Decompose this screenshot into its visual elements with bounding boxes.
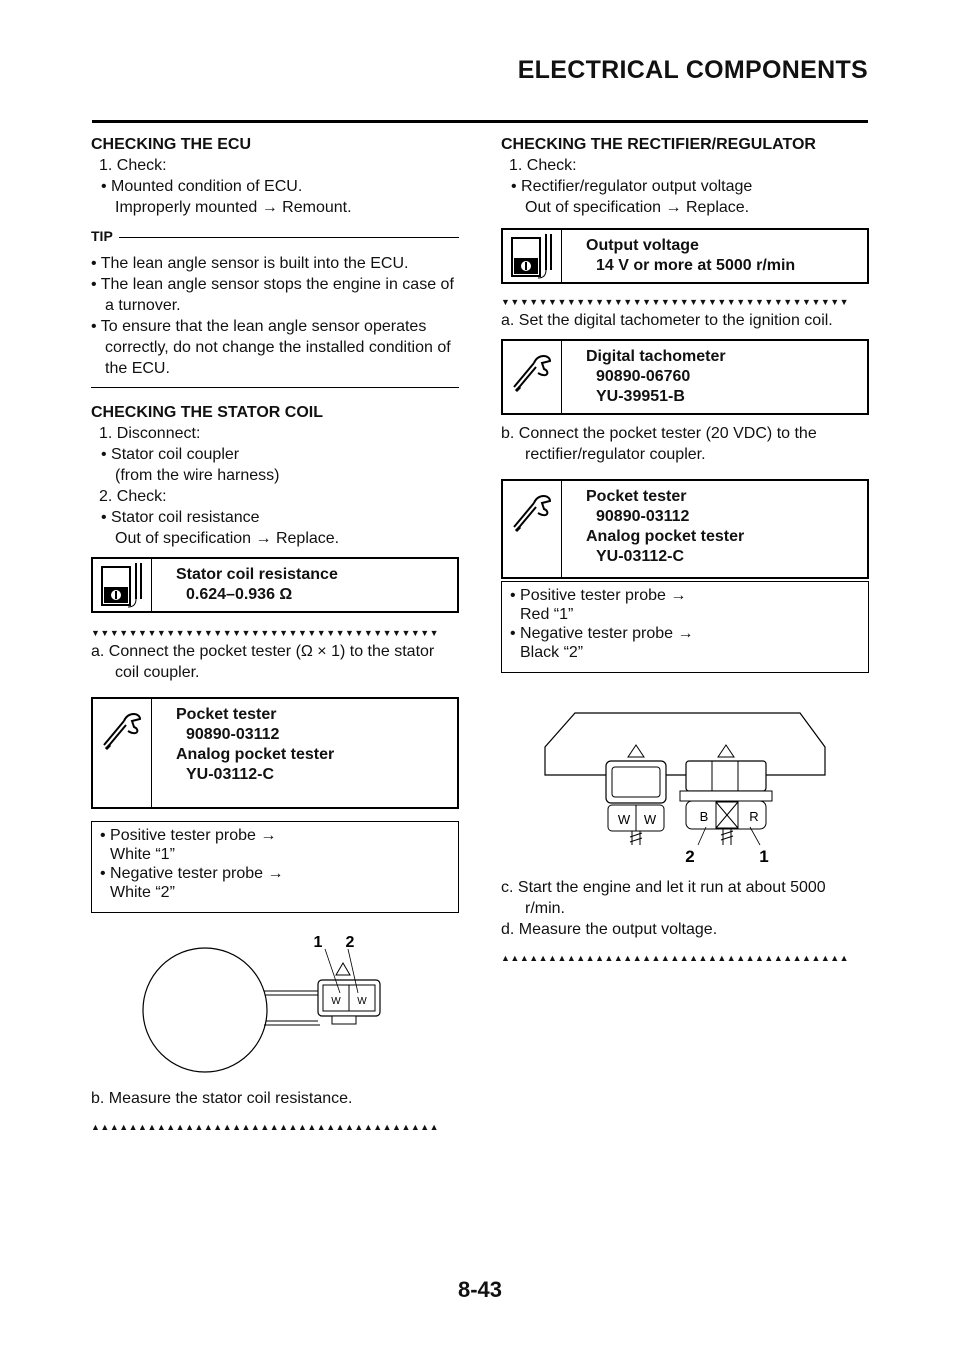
page-number: 8-43 — [457, 1277, 503, 1302]
probe-positive: • Positive tester probe → — [100, 827, 277, 844]
callout-1: 1 — [313, 934, 323, 951]
callout-2: 2 — [685, 847, 695, 866]
stator-step-b: b. Measure the stator coil resistance. — [91, 1090, 353, 1107]
end-marker: ▲▲▲▲▲▲▲▲▲▲▲▲▲▲▲▲▲▲▲▲▲▲▲▲▲▲▲▲▲▲▲▲▲▲▲▲▲ — [91, 1122, 440, 1132]
tool-name: Pocket tester — [586, 488, 687, 505]
probe-positive: • Positive tester probe → — [510, 587, 687, 604]
probe-positive-color: Red “1” — [520, 606, 574, 623]
spec-value: 14 V or more at 5000 r/min — [596, 257, 796, 274]
stator-step1-sub: (from the wire harness) — [115, 467, 280, 484]
probe-positive-color: White “1” — [110, 846, 175, 863]
wrench-tool-icon — [503, 341, 562, 413]
rect-action: Out of specification → Replace. — [525, 199, 750, 216]
right-column — [501, 132, 869, 673]
rect-step-d: d. Measure the output voltage. — [501, 921, 718, 938]
stator-step2-action: Out of specification → Replace. — [115, 530, 340, 547]
rect-heading: CHECKING THE RECTIFIER/REGULATOR — [501, 136, 816, 153]
rect-bullet: • Rectifier/regulator output voltage — [511, 178, 753, 195]
probe-note-stator — [91, 821, 459, 913]
tip-item: • The lean angle sensor stops the engine in case of a turnover. — [91, 276, 454, 314]
rect-step1: 1. Check: — [509, 157, 577, 174]
tool-name: Pocket tester — [176, 706, 277, 723]
wire-color-2: W — [357, 996, 367, 1007]
tool-name: Analog pocket tester — [586, 528, 745, 545]
wrench-tool-icon — [93, 699, 152, 807]
probe-negative-color: Black “2” — [520, 644, 584, 661]
left-column — [91, 132, 459, 913]
tool-name: Analog pocket tester — [176, 746, 335, 763]
rect-steps-cd — [501, 877, 869, 964]
start-marker: ▼▼▼▼▼▼▼▼▼▼▼▼▼▼▼▼▼▼▼▼▼▼▼▼▼▼▼▼▼▼▼▼▼▼▼▼▼ — [501, 297, 850, 307]
ecu-action: Improperly mounted → Remount. — [115, 199, 352, 216]
stator-step1-bullet: • Stator coil coupler — [101, 446, 240, 463]
multimeter-icon — [93, 559, 152, 611]
stator-step-a: a. Connect the pocket tester (Ω × 1) to the stator coil coupler. — [91, 643, 435, 681]
rect-step-b: b. Connect the pocket tester (20 VDC) to the rectifier/regulator coupler. — [501, 425, 817, 463]
spec-title: Output voltage — [586, 237, 699, 254]
ecu-bullet: • Mounted condition of ECU. — [101, 178, 303, 195]
callout-1: 1 — [759, 847, 769, 866]
wire-color-w2: W — [643, 812, 657, 827]
tip-item: • To ensure that the lean angle sensor operates correctly, do not change the installed condition of the ECU. — [91, 318, 451, 377]
probe-note-rect — [501, 581, 869, 673]
tool-number: 90890-03112 — [596, 508, 690, 525]
spec-box-stator — [91, 557, 459, 613]
tip-item: • The lean angle sensor is built into the ECU. — [91, 255, 409, 272]
tip-box — [91, 226, 459, 388]
stator-step-b-wrap — [91, 1088, 459, 1133]
rect-step-a: a. Set the digital tachometer to the ignition coil. — [501, 312, 833, 329]
tool-number: YU-03112-C — [186, 766, 275, 783]
spec-title: Stator coil resistance — [176, 566, 338, 583]
tip-label: TIP — [91, 228, 113, 244]
wire-color-b: B — [699, 809, 709, 824]
callout-2: 2 — [345, 934, 355, 951]
wire-color-w1: W — [617, 812, 631, 827]
end-marker: ▲▲▲▲▲▲▲▲▲▲▲▲▲▲▲▲▲▲▲▲▲▲▲▲▲▲▲▲▲▲▲▲▲▲▲▲▲ — [501, 953, 850, 963]
multimeter-icon — [503, 230, 562, 282]
tool-number: 90890-03112 — [186, 726, 280, 743]
tool-box-tachometer — [501, 339, 869, 415]
stator-step1: 1. Disconnect: — [99, 425, 201, 442]
probe-negative: • Negative tester probe → — [510, 625, 694, 642]
wrench-tool-icon — [503, 481, 562, 577]
tool-box-stator — [91, 697, 459, 809]
tool-box-rect — [501, 479, 869, 579]
tool-number: YU-03112-C — [596, 548, 685, 565]
probe-negative: • Negative tester probe → — [100, 865, 284, 882]
spec-box-output — [501, 228, 869, 284]
stator-step2-bullet: • Stator coil resistance — [101, 509, 260, 526]
spec-value: 0.624–0.936 Ω — [186, 586, 293, 603]
rectifier-coupler-diagram — [540, 705, 830, 870]
ecu-step1: 1. Check: — [99, 157, 167, 174]
rect-step-c: c. Start the engine and let it run at about 5000 r/min. — [501, 879, 826, 917]
wire-color-r: R — [749, 809, 759, 824]
wire-color-1: W — [331, 996, 341, 1007]
tool-name: Digital tachometer — [586, 348, 726, 365]
header-rule — [92, 120, 868, 123]
probe-negative-color: White “2” — [110, 884, 175, 901]
start-marker: ▼▼▼▼▼▼▼▼▼▼▼▼▼▼▼▼▼▼▼▼▼▼▼▼▼▼▼▼▼▼▼▼▼▼▼▼▼ — [91, 628, 440, 638]
stator-step2: 2. Check: — [99, 488, 167, 505]
stator-coupler-diagram — [140, 925, 400, 1075]
ecu-heading: CHECKING THE ECU — [91, 136, 252, 153]
tool-number: 90890-06760 — [596, 368, 691, 385]
tool-number: YU-39951-B — [596, 388, 685, 405]
page-title: ELECTRICAL COMPONENTS — [517, 56, 868, 84]
stator-heading: CHECKING THE STATOR COIL — [91, 404, 323, 421]
